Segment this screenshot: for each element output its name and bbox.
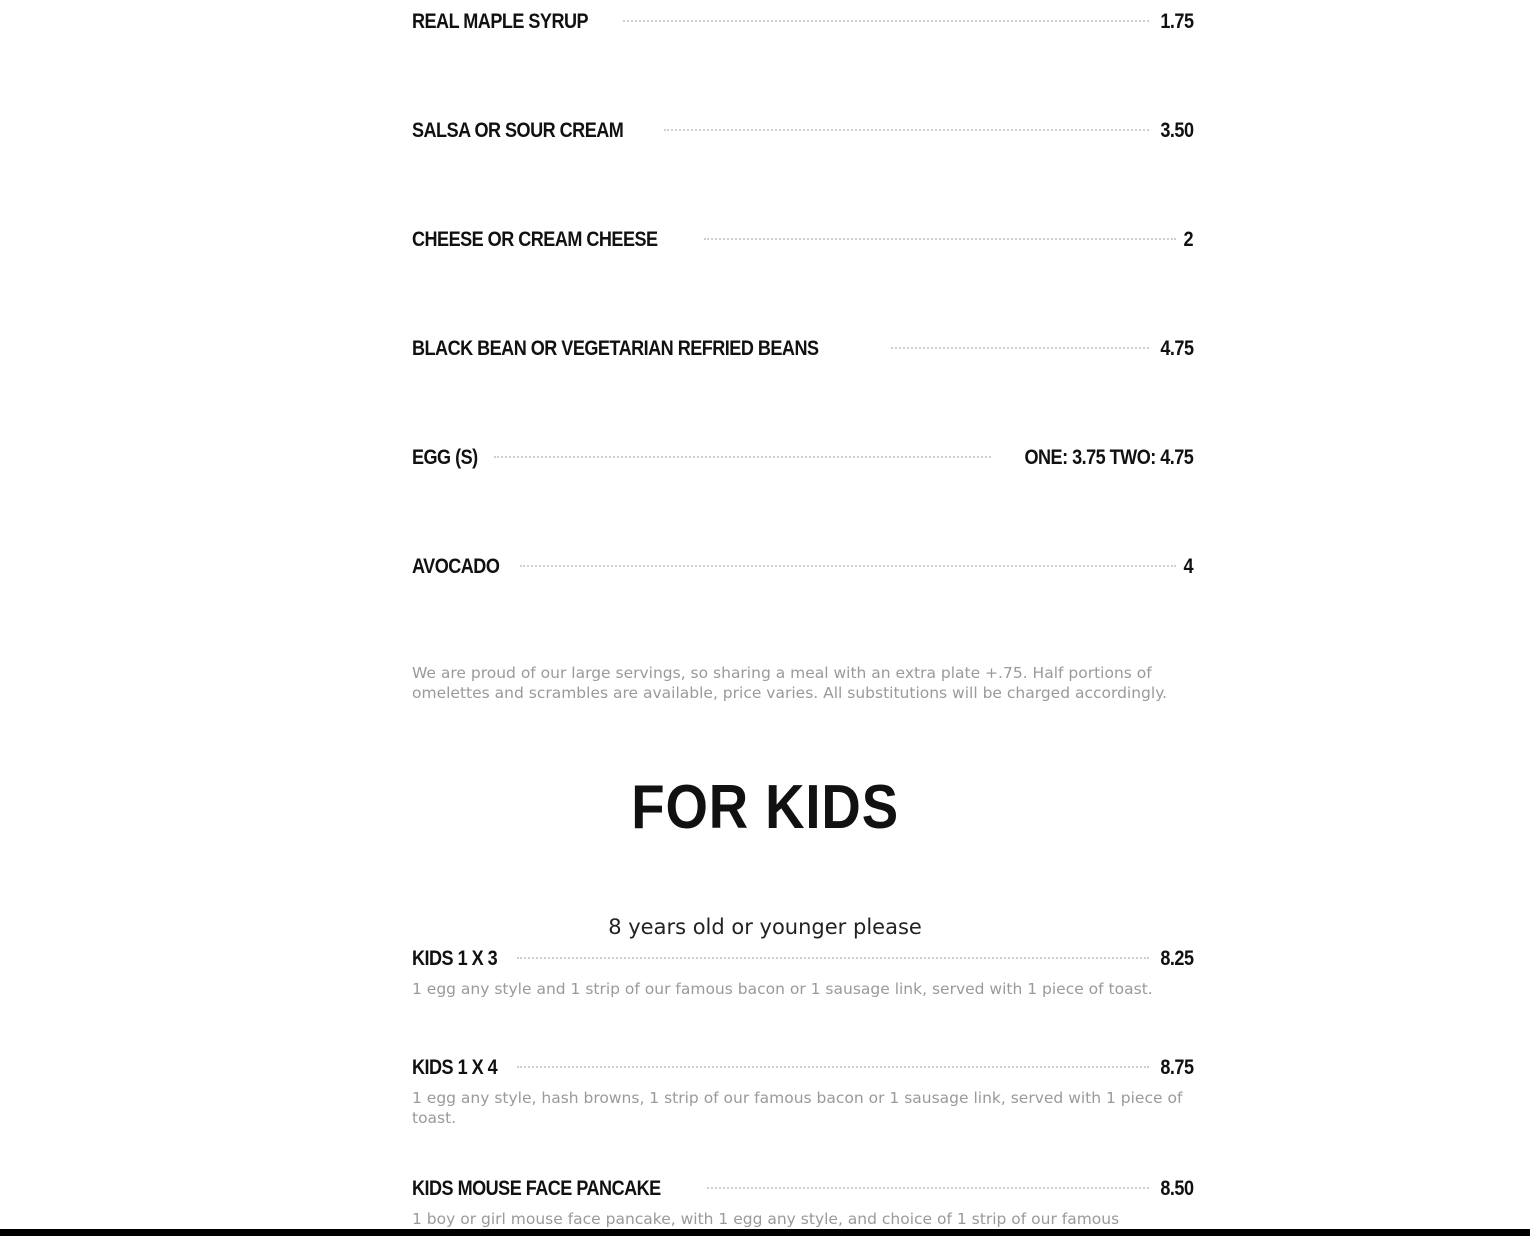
- menu-item-price: 4: [1183, 555, 1193, 578]
- menu-item-name: KIDS 1 X 4: [412, 1056, 498, 1079]
- menu-item-price: 3.50: [1159, 119, 1193, 142]
- menu-item-name: BLACK BEAN OR VEGETARIAN REFRIED BEANS: [412, 337, 819, 360]
- section-subtitle: 8 years old or younger please: [608, 915, 922, 939]
- dotted-leader: [517, 957, 1148, 959]
- menu-item-description: 1 boy or girl mouse face pancake, with 1 egg any style, and choice of 1 strip of our famous: [412, 1210, 1120, 1228]
- menu-item-name: KIDS MOUSE FACE PANCAKE: [412, 1177, 661, 1200]
- menu-item: [412, 555, 1193, 585]
- menu-item: [412, 228, 1193, 258]
- dotted-leader: [707, 1187, 1148, 1189]
- menu-item-price: 1.75: [1159, 10, 1193, 33]
- menu-item-row: [412, 119, 1193, 149]
- menu-item-price: 4.75: [1159, 337, 1193, 360]
- dotted-leader: [704, 238, 1176, 240]
- section-title-text: FOR KIDS: [631, 773, 899, 842]
- dotted-leader: [517, 1066, 1148, 1068]
- dotted-leader: [623, 20, 1149, 22]
- kids-menu-item: [412, 947, 1193, 999]
- menu-item-name: EGG (S): [412, 446, 478, 469]
- dotted-leader: [664, 129, 1149, 131]
- menu-item-row: [412, 446, 1193, 476]
- dotted-leader: [494, 456, 990, 458]
- menu-item-name: KIDS 1 X 3: [412, 947, 498, 970]
- menu-item-name: AVOCADO: [412, 555, 500, 578]
- menu-item-row: [412, 947, 1193, 977]
- menu-item-price: 8.75: [1159, 1056, 1193, 1079]
- menu-item-row: [412, 228, 1193, 258]
- menu-item-description: 1 egg any style and 1 strip of our famous bacon or 1 sausage link, served with 1 piece of toast.: [412, 980, 1153, 998]
- menu-item: [412, 337, 1193, 367]
- dotted-leader: [520, 565, 1176, 567]
- menu-item-row: [412, 1056, 1193, 1086]
- menu-item-row: [412, 1177, 1193, 1207]
- servings-note: We are proud of our large servings, so sharing a meal with an extra plate +.75. Half portions of omelettes and scrambles are available, price varies. All substitutions will be charged accordingly.: [412, 664, 1168, 702]
- menu-item-name: SALSA OR SOUR CREAM: [412, 119, 624, 142]
- menu-item-row: [412, 337, 1193, 367]
- bottom-bar: [0, 1229, 1530, 1236]
- menu-item: [412, 10, 1193, 40]
- kids-menu-item: [412, 1177, 1193, 1229]
- menu-item: [412, 119, 1193, 149]
- menu-item-price: 8.50: [1159, 1177, 1193, 1200]
- menu-item-price: 8.25: [1159, 947, 1193, 970]
- menu-item-row: [412, 10, 1193, 40]
- menu-item-description: 1 egg any style, hash browns, 1 strip of our famous bacon or 1 sausage link, served with 1 piece of toast.: [412, 1089, 1183, 1127]
- menu-item: [412, 446, 1193, 476]
- menu-item-name: CHEESE OR CREAM CHEESE: [412, 228, 658, 251]
- menu-item-price: 2: [1183, 228, 1193, 251]
- menu-item-row: [412, 555, 1193, 585]
- dotted-leader: [891, 347, 1149, 349]
- section-title: [0, 772, 1530, 843]
- menu-item-price: ONE: 3.75 TWO: 4.75: [1024, 446, 1193, 469]
- kids-menu-item: [412, 1056, 1193, 1128]
- menu-item-name: REAL MAPLE SYRUP: [412, 10, 589, 33]
